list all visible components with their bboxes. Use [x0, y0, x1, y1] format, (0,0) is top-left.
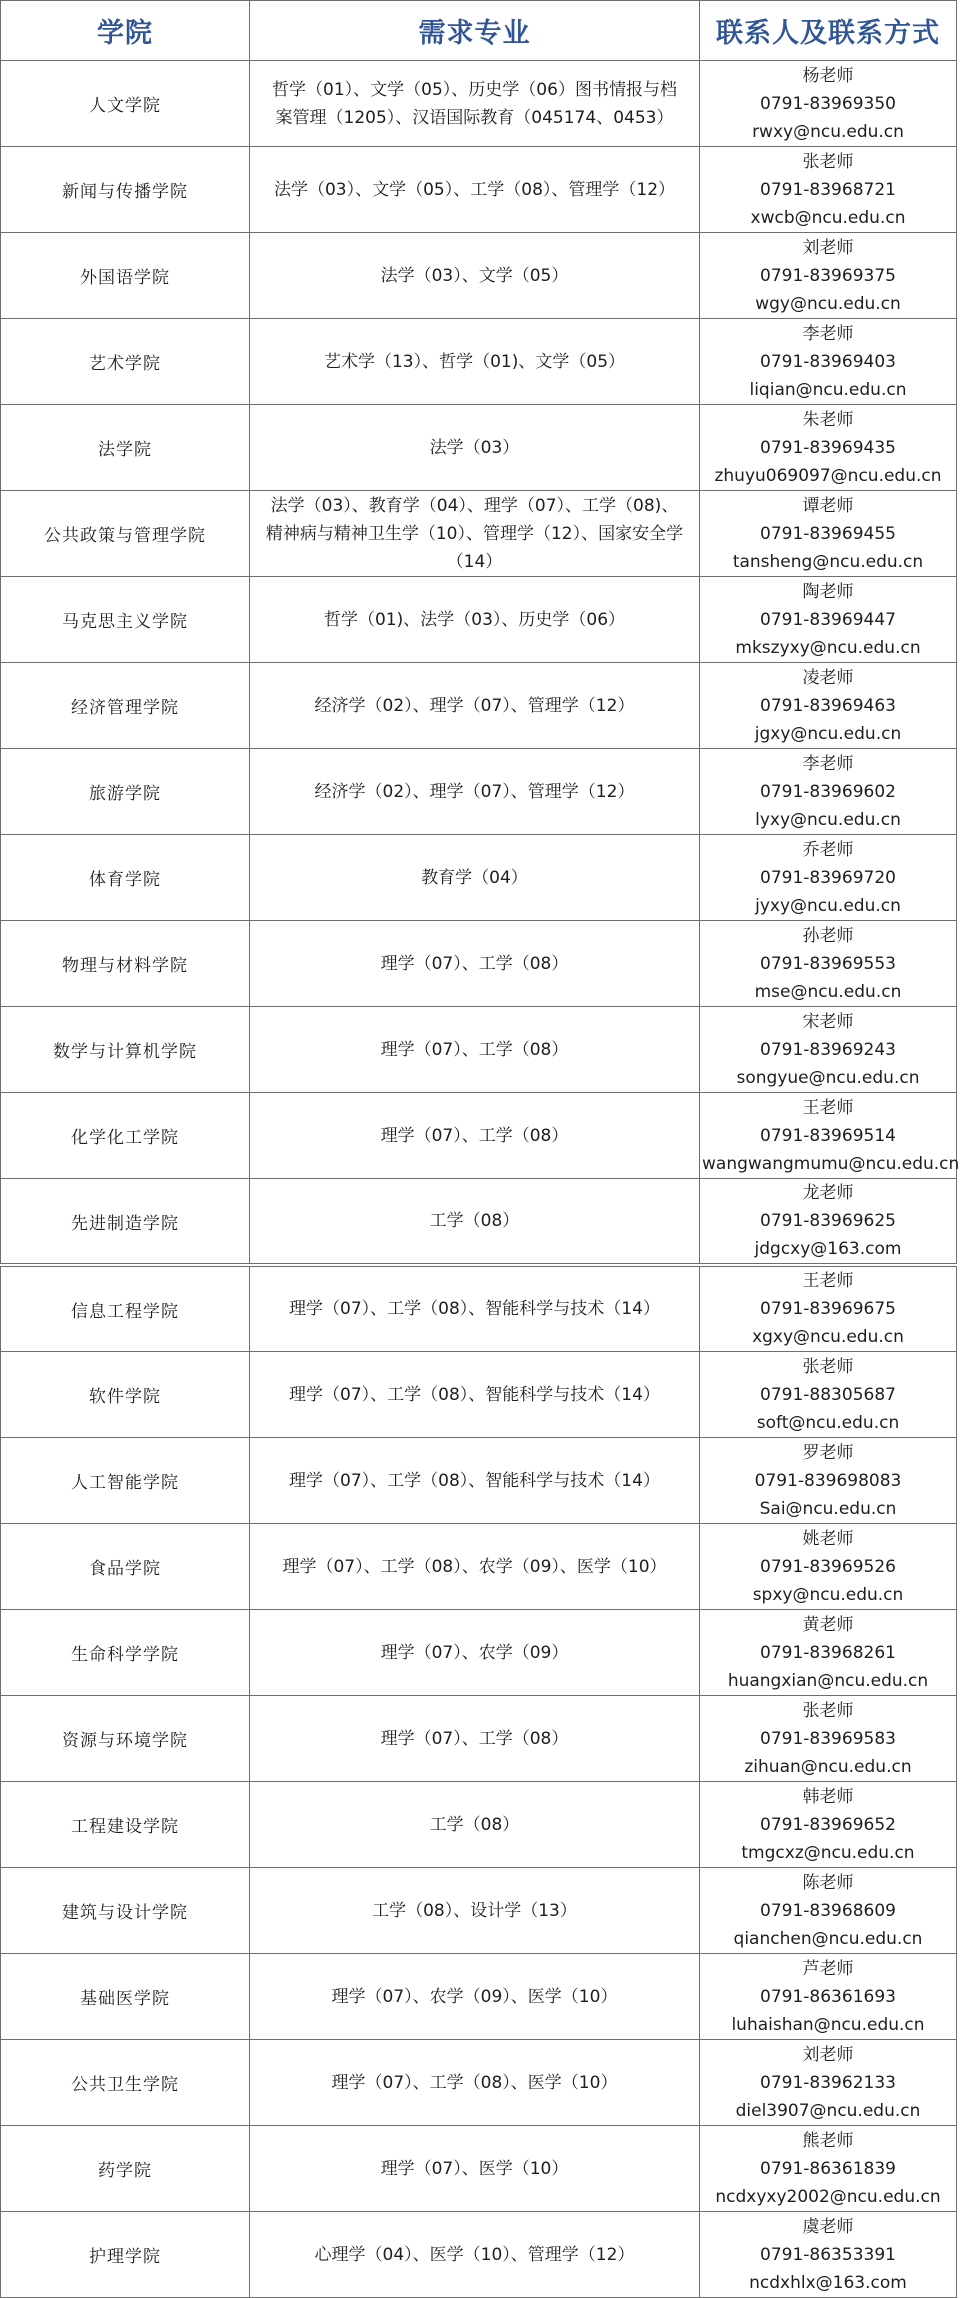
contact-name: 杨老师 [802, 65, 854, 86]
college-cell: 物理与材料学院 [1, 921, 250, 1007]
college-cell: 体育学院 [1, 835, 250, 921]
contact-cell [700, 749, 957, 835]
contact-name: 黄老师 [802, 1614, 854, 1635]
contact-phone: 0791-83968609 [760, 1900, 896, 1921]
contact-cell [700, 1093, 960, 1179]
table-row [1, 1954, 957, 2040]
contact-name: 王老师 [802, 1097, 854, 1118]
table-row [1, 1782, 957, 1868]
table-row [1, 921, 957, 1007]
college-cell: 软件学院 [1, 1352, 250, 1438]
contact-name: 罗老师 [802, 1442, 854, 1463]
table-row [1, 1179, 957, 1266]
college-cell: 外国语学院 [1, 233, 250, 319]
contact-phone: 0791-86361839 [760, 2158, 896, 2179]
contact-email: wangwangmumu@ncu.edu.cn [702, 1153, 960, 1174]
college-cell: 公共卫生学院 [1, 2040, 250, 2126]
majors-cell: 理学（07）、工学（08） [250, 921, 700, 1007]
contact-email: qianchen@ncu.edu.cn [733, 1928, 923, 1949]
majors-cell: 理学（07）、农学（09）、医学（10） [250, 1954, 700, 2040]
contact-name: 陶老师 [802, 581, 854, 602]
contact-name: 凌老师 [802, 667, 854, 688]
contact-name: 刘老师 [802, 237, 854, 258]
header-row [1, 1, 957, 61]
contact-email: ncdxyxy2002@ncu.edu.cn [715, 2186, 941, 2207]
majors-cell: 理学（07）、工学（08）、智能科学与技术（14） [250, 1438, 700, 1524]
contact-email: jdgcxy@163.com [754, 1239, 902, 1259]
college-cell: 建筑与设计学院 [1, 1868, 250, 1954]
college-cell: 旅游学院 [1, 749, 250, 835]
contact-phone: 0791-83969375 [760, 265, 896, 286]
table-row [1, 1696, 957, 1782]
contact-phone: 0791-83968261 [760, 1642, 896, 1663]
contact-email: huangxian@ncu.edu.cn [727, 1670, 929, 1691]
college-cell: 食品学院 [1, 1524, 250, 1610]
majors-cell: 理学（07）、工学（08）、智能科学与技术（14） [250, 1352, 700, 1438]
contact-email: tmgcxz@ncu.edu.cn [741, 1842, 915, 1863]
contact-email: songyue@ncu.edu.cn [736, 1067, 920, 1088]
majors-cell: 法学（03）、文学（05）、工学（08）、管理学（12） [250, 147, 700, 233]
table-header [1, 1, 957, 61]
majors-cell: 经济学（02）、理学（07）、管理学（12） [250, 749, 700, 835]
contact-phone: 0791-83969435 [760, 437, 896, 458]
contact-email: luhaishan@ncu.edu.cn [731, 2014, 925, 2035]
contact-name: 李老师 [802, 323, 854, 344]
majors-cell: 经济学（02）、理学（07）、管理学（12） [250, 663, 700, 749]
table-row [1, 233, 957, 319]
contact-phone: 0791-83969602 [760, 781, 896, 802]
table-row [1, 1610, 957, 1696]
contact-email: rwxy@ncu.edu.cn [752, 121, 904, 142]
contact-name: 张老师 [802, 1700, 854, 1721]
majors-cell: 理学（07）、工学（08） [250, 1093, 700, 1179]
table-row [1, 1265, 957, 1352]
college-cell: 艺术学院 [1, 319, 250, 405]
contact-cell [700, 1007, 957, 1093]
contact-name: 宋老师 [802, 1011, 854, 1032]
table-row [1, 405, 957, 491]
contact-cell [700, 405, 957, 491]
table-row [1, 1093, 957, 1179]
college-cell: 生命科学学院 [1, 1610, 250, 1696]
college-cell: 新闻与传播学院 [1, 147, 250, 233]
contact-name: 孙老师 [802, 925, 854, 946]
college-cell: 资源与环境学院 [1, 1696, 250, 1782]
contact-cell [700, 233, 957, 319]
contact-cell [700, 1868, 957, 1954]
contact-email: zihuan@ncu.edu.cn [744, 1756, 912, 1777]
table-row [1, 491, 957, 577]
contact-cell [700, 577, 957, 663]
contact-phone: 0791-86353391 [760, 2244, 896, 2265]
contact-name: 刘老师 [802, 2044, 854, 2065]
contact-name: 陈老师 [802, 1872, 854, 1893]
contact-email: spxy@ncu.edu.cn [752, 1584, 904, 1605]
table-row [1, 1007, 957, 1093]
contact-email: xgxy@ncu.edu.cn [752, 1327, 904, 1347]
contact-cell [700, 61, 957, 147]
contact-email: Sai@ncu.edu.cn [759, 1498, 897, 1519]
majors-cell: 理学（07）、工学（08）、农学（09）、医学（10） [250, 1524, 700, 1610]
contact-cell [700, 1954, 957, 2040]
contact-name: 姚老师 [802, 1528, 854, 1549]
majors-cell: 理学（07）、医学（10） [250, 2126, 700, 2212]
contact-email: tansheng@ncu.edu.cn [732, 551, 924, 572]
contact-cell [700, 1438, 957, 1524]
table-row [1, 577, 957, 663]
table-row [1, 1352, 957, 1438]
contact-phone: 0791-83969652 [760, 1814, 896, 1835]
table-row [1, 147, 957, 233]
college-cell: 数学与计算机学院 [1, 1007, 250, 1093]
majors-cell: 工学（08）、设计学（13） [250, 1868, 700, 1954]
contact-cell [700, 1610, 957, 1696]
contact-phone: 0791-83969553 [760, 953, 896, 974]
table-row [1, 663, 957, 749]
contact-phone: 0791-83969720 [760, 867, 896, 888]
table-row [1, 2212, 957, 2298]
contact-cell [700, 1265, 957, 1352]
contact-phone: 0791-83969675 [760, 1299, 896, 1319]
table-row [1, 2040, 957, 2126]
contact-email: liqian@ncu.edu.cn [749, 379, 907, 400]
contact-name: 张老师 [802, 151, 854, 172]
contact-phone: 0791-83969583 [760, 1728, 896, 1749]
majors-cell: 哲学（01）、文学（05）、历史学（06）图书情报与档案管理（1205）、汉语国际教育（045174、0453） [250, 61, 700, 147]
contact-email: wgy@ncu.edu.cn [755, 293, 901, 314]
contact-cell [700, 1352, 957, 1438]
college-cell: 护理学院 [1, 2212, 250, 2298]
majors-cell: 工学（08） [250, 1782, 700, 1868]
contact-email: diel3907@ncu.edu.cn [735, 2100, 921, 2121]
contact-phone: 0791-83969350 [760, 93, 896, 114]
majors-cell: 理学（07）、工学（08）、医学（10） [250, 2040, 700, 2126]
table-row [1, 319, 957, 405]
contact-name: 张老师 [802, 1356, 854, 1377]
contact-phone: 0791-83969403 [760, 351, 896, 372]
header-college: 学院 [1, 1, 250, 61]
majors-cell: 法学（03）、文学（05） [250, 233, 700, 319]
contact-email: lyxy@ncu.edu.cn [755, 809, 901, 830]
contact-phone: 0791-839698083 [754, 1470, 902, 1491]
contact-email: mse@ncu.edu.cn [754, 981, 902, 1002]
header-contact: 联系人及联系方式 [700, 1, 957, 61]
majors-cell: 教育学（04） [250, 835, 700, 921]
contact-cell [700, 1524, 957, 1610]
contact-email: mkszyxy@ncu.edu.cn [735, 637, 921, 658]
majors-cell: 心理学（04）、医学（10）、管理学（12） [250, 2212, 700, 2298]
contact-phone: 0791-83962133 [760, 2072, 896, 2093]
majors-cell: 理学（07）、工学（08）、智能科学与技术（14） [250, 1265, 700, 1352]
contact-cell [700, 147, 957, 233]
college-cell: 化学化工学院 [1, 1093, 250, 1179]
contact-name: 谭老师 [802, 495, 854, 516]
college-cell: 基础医学院 [1, 1954, 250, 2040]
contact-cell [700, 1179, 957, 1266]
majors-cell: 理学（07）、工学（08） [250, 1007, 700, 1093]
contact-phone: 0791-83969514 [760, 1125, 896, 1146]
contact-phone: 0791-83969455 [760, 523, 896, 544]
contact-cell [700, 2040, 957, 2126]
college-cell: 药学院 [1, 2126, 250, 2212]
contact-cell [700, 1696, 957, 1782]
majors-cell: 理学（07）、工学（08） [250, 1696, 700, 1782]
contact-cell [700, 2126, 957, 2212]
contact-name: 李老师 [802, 753, 854, 774]
table-row [1, 61, 957, 147]
college-cell: 马克思主义学院 [1, 577, 250, 663]
contact-phone: 0791-88305687 [760, 1384, 896, 1405]
contact-email: soft@ncu.edu.cn [756, 1412, 900, 1433]
contact-cell [700, 2212, 957, 2298]
table-body [1, 61, 960, 2298]
table-row [1, 1524, 957, 1610]
majors-cell: 哲学（01)、法学（03）、历史学（06） [250, 577, 700, 663]
contact-email: zhuyu069097@ncu.edu.cn [714, 465, 942, 486]
majors-cell: 艺术学（13）、哲学（01)、文学（05） [250, 319, 700, 405]
contact-name: 芦老师 [802, 1958, 854, 1979]
contact-email: jyxy@ncu.edu.cn [755, 895, 901, 916]
contact-email: xwcb@ncu.edu.cn [750, 207, 906, 228]
contact-cell [700, 835, 957, 921]
college-cell: 法学院 [1, 405, 250, 491]
contact-cell [700, 319, 957, 405]
table-row [1, 835, 957, 921]
contact-name: 乔老师 [802, 839, 854, 860]
contact-name: 韩老师 [802, 1786, 854, 1807]
contact-phone: 0791-83969625 [760, 1211, 896, 1231]
college-cell: 工程建设学院 [1, 1782, 250, 1868]
contact-phone: 0791-83969243 [760, 1039, 896, 1060]
majors-cell: 法学（03） [250, 405, 700, 491]
contact-cell [700, 921, 957, 1007]
contact-name: 虞老师 [802, 2216, 854, 2237]
contact-name: 熊老师 [802, 2130, 854, 2151]
college-cell: 信息工程学院 [1, 1265, 250, 1352]
contact-phone: 0791-86361693 [760, 1986, 896, 2007]
contact-name: 龙老师 [802, 1183, 854, 1203]
college-cell: 人文学院 [1, 61, 250, 147]
contact-phone: 0791-83969463 [760, 695, 896, 716]
table-row [1, 1868, 957, 1954]
college-cell: 人工智能学院 [1, 1438, 250, 1524]
contact-phone: 0791-83969526 [760, 1556, 896, 1577]
table-row [1, 2126, 957, 2212]
college-cell: 经济管理学院 [1, 663, 250, 749]
table-row [1, 749, 957, 835]
contact-name: 王老师 [802, 1271, 854, 1291]
contact-phone: 0791-83968721 [760, 179, 896, 200]
contact-email: ncdxhlx@163.com [749, 2272, 907, 2293]
table-row [1, 1438, 957, 1524]
contact-cell [700, 1782, 957, 1868]
contact-cell [700, 491, 957, 577]
college-cell: 先进制造学院 [1, 1179, 250, 1266]
majors-cell: 理学（07）、农学（09） [250, 1610, 700, 1696]
contact-email: jgxy@ncu.edu.cn [754, 723, 902, 744]
contact-phone: 0791-83969447 [760, 609, 896, 630]
contact-cell [700, 663, 957, 749]
contact-name: 朱老师 [802, 409, 854, 430]
majors-cell: 法学（03）、教育学（04）、理学（07）、工学（08)、精神病与精神卫生学（10）、管理学（12）、国家安全学（14） [250, 491, 700, 577]
header-majors: 需求专业 [250, 1, 700, 61]
college-cell: 公共政策与管理学院 [1, 491, 250, 577]
majors-cell: 工学（08） [250, 1179, 700, 1266]
